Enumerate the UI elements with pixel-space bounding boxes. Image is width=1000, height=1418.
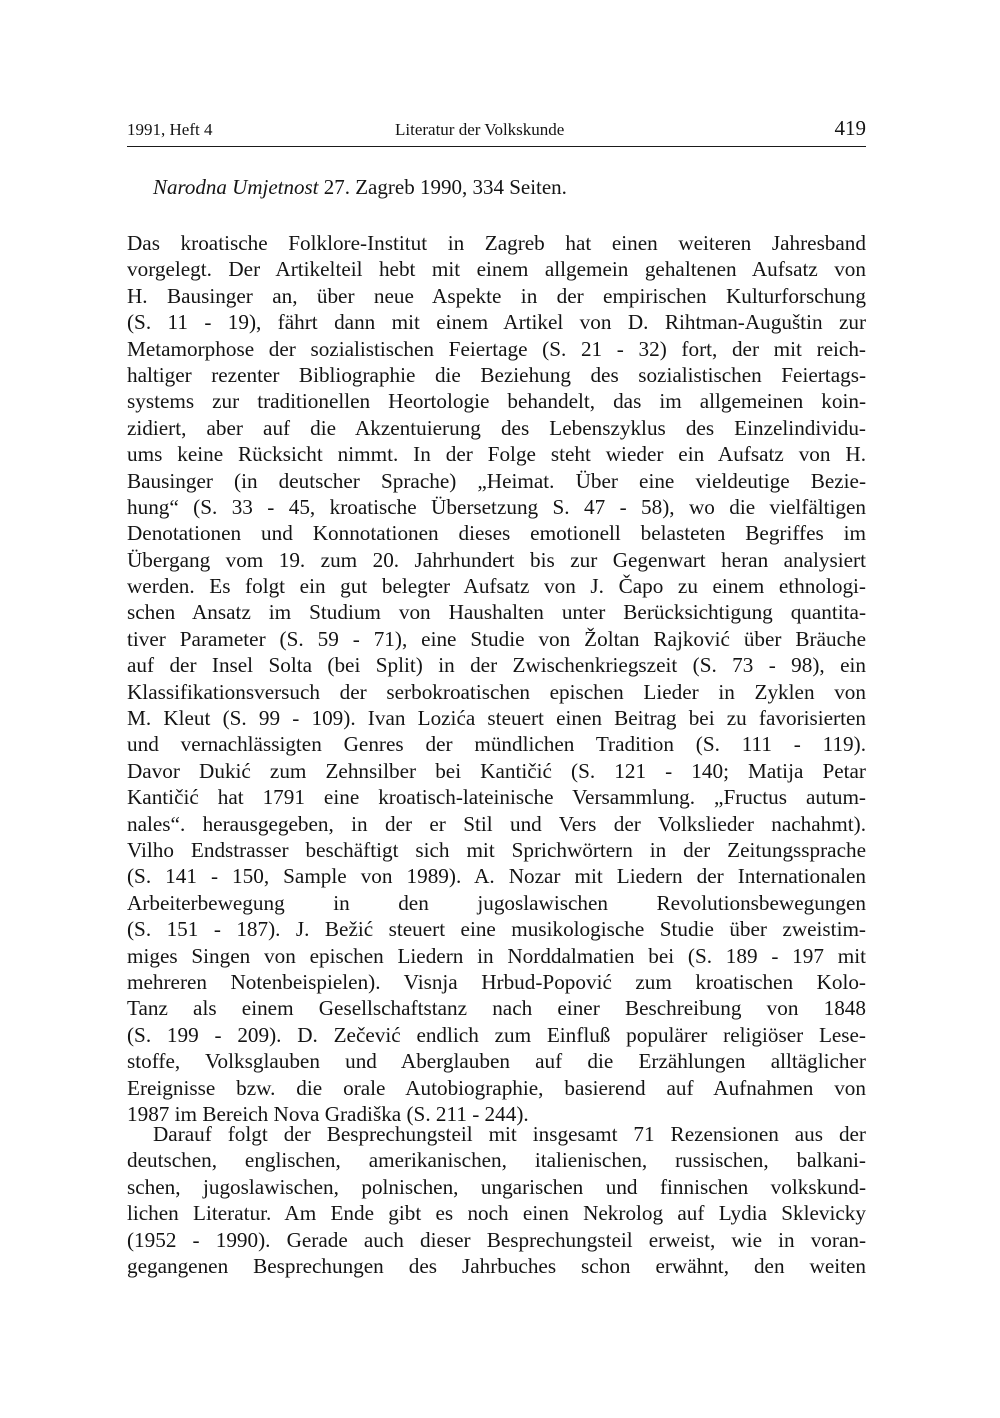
text-line: Vilho Endstrasser beschäftigt sich mit Sprichwörtern in der Zeitungssprache <box>127 837 866 862</box>
review-heading <box>153 175 567 200</box>
text-line: H. Bausinger an, über neue Aspekte in der empirischen Kulturforschung <box>127 283 866 308</box>
review-paragraph-2 <box>127 1121 866 1279</box>
text-line: auf der Insel Solta (bei Split) in der Zwischenkriegszeit (S. 73 - 98), ein <box>127 653 866 678</box>
text-line: Davor Dukić zum Zehnsilber bei Kantičić (S. 121 - 140; Matija Petar <box>127 758 866 783</box>
text-line: Klassifikationsversuch der serbokroatischen epischen Lieder in Zyklen von <box>127 679 866 704</box>
text-line: schen Ansatz im Studium von Haushalten unter Berücksichtigung quantita- <box>127 600 866 625</box>
text-line: haltiger rezenter Bibliographie die Beziehung des sozialistischen Feiertags- <box>127 362 866 387</box>
text-line: Bausinger (in deutscher Sprache) „Heimat. Über eine vieldeutige Bezie- <box>127 468 866 493</box>
text-line: (S. 151 - 187). J. Bežić steuert eine musikologische Studie über zweistim- <box>127 917 866 942</box>
text-line: Arbeiterbewegung in den jugoslawischen Revolutionsbewegungen <box>127 890 866 915</box>
text-line: Ereignisse bzw. die orale Autobiographie, basierend auf Aufnahmen von <box>127 1075 866 1100</box>
review-paragraph-1 <box>127 230 866 1127</box>
running-header <box>127 116 866 147</box>
text-line: stoffe, Volksglauben und Aberglauben auf die Erzählungen alltäglicher <box>127 1049 866 1074</box>
page-number: 419 <box>834 116 866 140</box>
text-line: hung“ (S. 33 - 45, kroatische Übersetzung S. 47 - 58), wo die vielfältigen <box>127 494 866 519</box>
text-line: systems zur traditionellen Heortologie behandelt, das im allgemeinen koin- <box>127 389 866 414</box>
text-line: nales“. herausgegeben, in der er Stil und Vers der Volkslieder nachahmt). <box>127 811 866 836</box>
text-line: gegangenen Besprechungen des Jahrbuches schon erwähnt, den weiten <box>127 1253 866 1278</box>
text-line: Kantičić hat 1791 eine kroatisch-lateinische Versammlung. „Fructus autum- <box>127 785 866 810</box>
text-line: (1952 - 1990). Gerade auch dieser Besprechungsteil erweist, wie in voran- <box>127 1227 866 1252</box>
text-line: Tanz als einem Gesellschaftstanz nach einer Beschreibung von 1848 <box>127 996 866 1021</box>
text-line: tiver Parameter (S. 59 - 71), eine Studie von Žoltan Rajković über Bräuche <box>127 626 866 651</box>
text-line: (S. 141 - 150, Sample von 1989). A. Nozar mit Liedern der Internationalen <box>127 864 866 889</box>
text-line: deutschen, englischen, amerikanischen, italienischen, russischen, balkani- <box>127 1148 866 1173</box>
text-line: (S. 199 - 209). D. Zečević endlich zum Einfluß populärer religiöser Lese- <box>127 1022 866 1047</box>
text-line: schen, jugoslawischen, polnischen, ungarischen und finnischen volkskund- <box>127 1174 866 1199</box>
text-line: Denotationen und Konnotationen dieses emotionell belasteten Begriffes im <box>127 521 866 546</box>
header-section-title: Literatur der Volkskunde <box>395 120 565 139</box>
text-line: (S. 11 - 19), fährt dann mit einem Artikel von D. Rihtman-Auguštin zur <box>127 310 866 335</box>
text-line: Das kroatische Folklore-Institut in Zagreb hat einen weiteren Jahresband <box>127 231 866 255</box>
text-line: vorgelegt. Der Artikelteil hebt mit einem allgemein gehaltenen Aufsatz von <box>127 257 866 282</box>
publication-details: 27. Zagreb 1990, 334 Seiten. <box>318 175 567 199</box>
text-line: mehreren Notenbeispielen). Visnja Hrbud-Popović zum kroatischen Kolo- <box>127 969 866 994</box>
text-line: ums keine Rücksicht nimmt. In der Folge steht wieder ein Aufsatz von H. <box>127 442 866 467</box>
journal-title: Narodna Umjetnost <box>153 175 319 199</box>
text-line: zidiert, aber auf die Akzentuierung des Lebenszyklus des Einzelindividu- <box>127 415 866 440</box>
text-line: M. Kleut (S. 99 - 109). Ivan Lozića steuert einen Beitrag bei zu favorisierten <box>127 706 866 731</box>
text-line: Übergang vom 19. zum 20. Jahrhundert bis zur Gegenwart heran analysiert <box>127 547 866 572</box>
text-line: und vernachlässigten Genres der mündlichen Tradition (S. 111 - 119). <box>127 732 866 757</box>
text-line: miges Singen von epischen Liedern in Norddalmatien bei (S. 189 - 197 mit <box>127 943 866 968</box>
text-line: 1987 im Bereich Nova Gradiška (S. 211 - 244). <box>127 1101 529 1126</box>
text-line: werden. Es folgt ein gut belegter Aufsatz von J. Čapo zu einem ethnologi- <box>127 574 866 599</box>
text-line: Darauf folgt der Besprechungsteil mit insgesamt 71 Rezensionen aus der <box>153 1122 866 1146</box>
header-issue: 1991, Heft 4 <box>127 120 213 139</box>
text-line: Metamorphose der sozialistischen Feiertage (S. 21 - 32) fort, der mit reich- <box>127 336 866 361</box>
text-line: lichen Literatur. Am Ende gibt es noch einen Nekrolog auf Lydia Sklevicky <box>127 1201 866 1226</box>
